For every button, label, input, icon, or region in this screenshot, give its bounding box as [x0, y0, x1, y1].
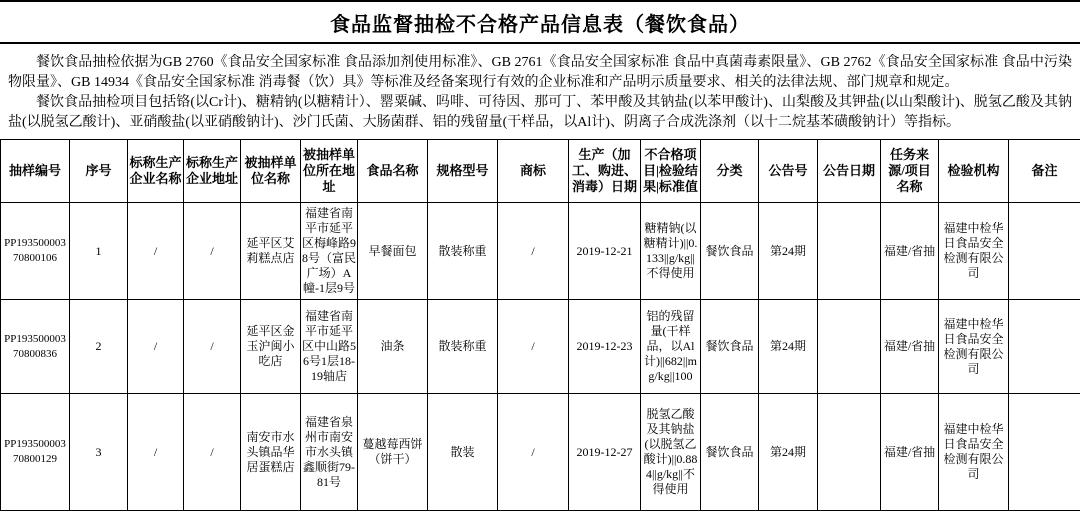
- intro-paragraph-items: 餐饮食品抽检项目包括铬(以Cr计)、糖精钠(以糖精计）、罂粟碱、吗啡、可待因、那可丁、苯甲酸及其钠盐(以苯甲酸计)、山梨酸及其钾盐(以山梨酸计)、脱氢乙酸及其钠盐(以脱氢乙酸计)、亚硝酸盐(以亚硝酸钠计)、沙门氏菌、大肠菌群、铝的残留量(干样品，以Al计)、阴离子合成洗涤剂（以十二烷基苯磺酸钠计）等指标。: [8, 95, 1072, 130]
- table-cell: 散装: [428, 394, 498, 511]
- column-header: 公告日期: [818, 140, 881, 203]
- intro-text: [0, 44, 1080, 138]
- table-cell: 福建/省抽: [881, 394, 939, 511]
- table-cell: 蔓越莓西饼（饼干）: [358, 394, 428, 511]
- table-cell: 福建中检华日食品安全检测有限公司: [939, 300, 1009, 394]
- column-header: 公告号: [759, 140, 818, 203]
- table-cell: 2019-12-21: [569, 203, 641, 300]
- column-header: 生产（加工、购进、消毒）日期: [569, 140, 641, 203]
- table-cell: 餐饮食品: [701, 394, 759, 511]
- column-header: 分类: [701, 140, 759, 203]
- table-cell: [1009, 203, 1080, 300]
- table-cell: [818, 203, 881, 300]
- table-cell: PP19350000370800106: [1, 203, 70, 300]
- page-title: 食品监督抽检不合格产品信息表（餐饮食品）: [330, 14, 750, 36]
- table-cell: 福建/省抽: [881, 300, 939, 394]
- table-cell: 餐饮食品: [701, 300, 759, 394]
- table-cell: PP19350000370800129: [1, 394, 70, 511]
- table-cell: 2019-12-27: [569, 394, 641, 511]
- column-header: 标称生产企业地址: [184, 140, 241, 203]
- header-row: [1, 140, 1080, 203]
- table-cell: 福建省泉州市南安市水头镇鑫顺街79-81号: [301, 394, 358, 511]
- table-cell: 散装称重: [428, 300, 498, 394]
- table-cell: 福建中检华日食品安全检测有限公司: [939, 394, 1009, 511]
- column-header: 任务来源/项目名称: [881, 140, 939, 203]
- table-row: [1, 394, 1080, 511]
- table-cell: /: [498, 203, 569, 300]
- table-cell: /: [184, 203, 241, 300]
- table-cell: 第24期: [759, 203, 818, 300]
- table-cell: 南安市水头镇品华居蛋糕店: [241, 394, 301, 511]
- table-cell: 3: [70, 394, 128, 511]
- table-cell: 餐饮食品: [701, 203, 759, 300]
- table-cell: 第24期: [759, 394, 818, 511]
- table-cell: /: [128, 394, 184, 511]
- table-cell: [1009, 300, 1080, 394]
- table-cell: /: [184, 394, 241, 511]
- table-cell: 早餐面包: [358, 203, 428, 300]
- table-row: [1, 300, 1080, 394]
- table-cell: /: [498, 300, 569, 394]
- table-cell: PP19350000370800836: [1, 300, 70, 394]
- table-cell: 2: [70, 300, 128, 394]
- table-cell: 1: [70, 203, 128, 300]
- table-cell: [1009, 394, 1080, 511]
- table-cell: 铝的残留量(干样品，以Al计)||682||mg/kg||100: [641, 300, 701, 394]
- table-cell: /: [128, 300, 184, 394]
- column-header: 食品名称: [358, 140, 428, 203]
- table-cell: 福建/省抽: [881, 203, 939, 300]
- table-cell: 福建中检华日食品安全检测有限公司: [939, 203, 1009, 300]
- table-cell: [818, 394, 881, 511]
- column-header: 被抽样单位名称: [241, 140, 301, 203]
- intro-paragraph-basis: 餐饮食品抽检依据为GB 2760《食品安全国家标准 食品添加剂使用标准》、GB 2761《食品安全国家标准 食品中真菌毒素限量》、GB 2762《食品安全国家标准 食品中污染物限量》、GB 14934《食品安全国家标准 消毒餐（饮）具》等标准及经备案现行有效的企业标准和产品明示质量要求、相关的法律法规、部门规章和规定。: [8, 55, 1072, 90]
- table-cell: 油条: [358, 300, 428, 394]
- table-cell: 散装称重: [428, 203, 498, 300]
- table-cell: 糖精钠(以糖精计)||0.133||g/kg||不得使用: [641, 203, 701, 300]
- table-cell: 福建省南平市延平区梅峰路98号（富民广场）A幢-1层9号: [301, 203, 358, 300]
- column-header: 抽样编号: [1, 140, 70, 203]
- table-cell: 延平区金玉沪闽小吃店: [241, 300, 301, 394]
- column-header: 规格型号: [428, 140, 498, 203]
- table-row: [1, 203, 1080, 300]
- results-table: [0, 139, 1080, 511]
- table-cell: /: [128, 203, 184, 300]
- table-cell: 第24期: [759, 300, 818, 394]
- column-header: 备注: [1009, 140, 1080, 203]
- table-cell: [818, 300, 881, 394]
- table-cell: /: [184, 300, 241, 394]
- table-cell: 脱氢乙酸及其钠盐(以脱氢乙酸计)||0.884||g/kg||不得使用: [641, 394, 701, 511]
- column-header: 序号: [70, 140, 128, 203]
- table-cell: 2019-12-23: [569, 300, 641, 394]
- column-header: 标称生产企业名称: [128, 140, 184, 203]
- column-header: 不合格项目|检验结果|标准值: [641, 140, 701, 203]
- table-cell: 延平区艾莉糕点店: [241, 203, 301, 300]
- table-cell: 福建省南平市延平区中山路56号1层18-19轴店: [301, 300, 358, 394]
- table-cell: /: [498, 394, 569, 511]
- column-header: 被抽样单位所在地址: [301, 140, 358, 203]
- column-header: 商标: [498, 140, 569, 203]
- column-header: 检验机构: [939, 140, 1009, 203]
